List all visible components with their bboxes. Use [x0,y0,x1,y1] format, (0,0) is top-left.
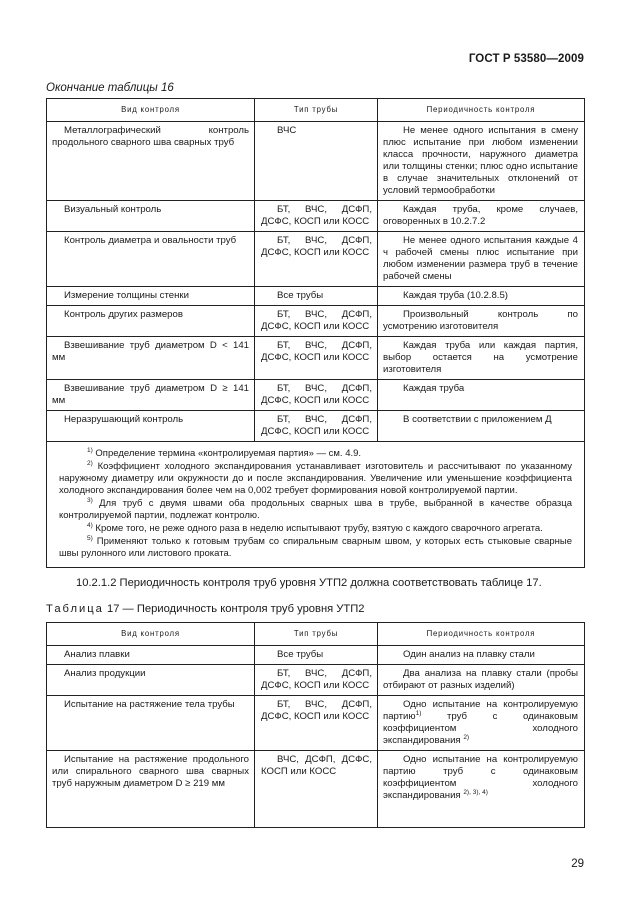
column-header-pipe: Тип трубы [255,99,378,122]
body-paragraph: 10.2.1.2 Периодичность контроля труб уровня УТП2 должна соответствовать таблице 17. [76,577,542,589]
cell-pipe: БТ, ВЧС, ДСФП, ДСФС, КОСП или КОСС [255,337,378,380]
footnote-text: Для труб с двумя швами оба продольных сварных шва в трубе, выбранной в качестве образца контролируемой партии, подлежат контролю. [59,498,573,521]
cell-type: Испытание на растяжение продольного или спирального сварного шва сварных труб наружным диаметром D ≥ 219 мм [47,751,255,828]
table16-caption: Окончание таблицы 16 [46,82,174,94]
cell-pipe: БТ, ВЧС, ДСФП, ДСФС, КОСП или КОСС [255,201,378,232]
footnote-mark: 5) [87,535,93,542]
page-number: 29 [571,858,584,870]
cell-period: Два анализа на плавку стали (пробы отбирают от разных изделий) [378,665,585,696]
cell-period: Каждая труба [378,380,585,411]
cell-type: Анализ продукции [47,665,255,696]
footnote [59,523,572,535]
footnote-text: Определение термина «контролируемая партия» — см. 4.9. [95,448,362,459]
cell-type: Металлографический контроль продольного сварного шва сварных труб [47,122,255,201]
table-header-row [47,99,585,122]
column-header-pipe: Тип трубы [255,623,378,646]
cell-period: Не менее одного испытания каждые 4 ч рабочей смены плюс испытание при любом изменении размера труб в течение рабочей смены [378,232,585,287]
column-header-type: Вид контроля [47,99,255,122]
table-16 [46,98,585,568]
cell-pipe: Все трубы [255,646,378,665]
footnote-text: Коэффициент холодного экспандирования устанавливает изготовитель и рассчитывают по указанному наружному диаметру или окружности до и после экспандирования. Увеличение или уменьшение коэффициента холодного экспандирования более чем на 0,002 требует формирования новой контролируемой партии. [59,461,573,496]
footnote [59,536,572,560]
cell-period [378,696,585,751]
cell-period: Не менее одного испытания в смену плюс испытание при любом изменении класса прочности, наружного диаметра или толщины стенки; плюс одно испытание в случае значительных отклонений от условий термообработки [378,122,585,201]
cell-type: Визуальный контроль [47,201,255,232]
table-row [47,646,585,665]
cell-pipe: БТ, ВЧС, ДСФП, ДСФС, КОСП или КОСС [255,232,378,287]
table-notes-row [47,442,585,568]
table-row [47,751,585,828]
period-text: Одно испытание на контролируемую партию труб с одинаковым коэффициентом холодного экспандирования [383,754,578,801]
table-notes [47,442,585,568]
cell-type: Анализ плавки [47,646,255,665]
table-row [47,232,585,287]
table-row [47,696,585,751]
cell-period: В соответствии с приложением Д [378,411,585,442]
cell-type: Контроль диаметра и овальности труб [47,232,255,287]
cell-type: Испытание на растяжение тела трубы [47,696,255,751]
cell-type: Измерение толщины стенки [47,287,255,306]
cell-type: Неразрушающий контроль [47,411,255,442]
column-header-period: Периодичность контроля [378,623,585,646]
footnote [59,498,572,522]
column-header-type: Вид контроля [47,623,255,646]
table-row [47,287,585,306]
cell-pipe: БТ, ВЧС, ДСФП, ДСФС, КОСП или КОСС [255,665,378,696]
cell-pipe: БТ, ВЧС, ДСФП, ДСФС, КОСП или КОСС [255,696,378,751]
footnote-text: Кроме того, не реже одного раза в неделю испытывают трубу, взятую с каждого сварочного агрегата. [95,523,543,534]
table-row [47,411,585,442]
cell-period: Произвольный контроль по усмотрению изготовителя [378,306,585,337]
footnote-mark: 4) [87,522,93,529]
footnote-mark: 3) [87,497,93,504]
table-row [47,665,585,696]
table-row [47,380,585,411]
cell-period: Каждая труба, кроме случаев, оговоренных в 10.2.7.2 [378,201,585,232]
cell-type: Взвешивание труб диаметром D ≥ 141 мм [47,380,255,411]
cell-type: Взвешивание труб диаметром D < 141 мм [47,337,255,380]
footnote-mark: 2) [87,460,93,467]
footnote-ref: 2), 3), 4) [463,789,488,796]
table17-caption-label: Таблица [46,603,104,615]
cell-pipe: Все трубы [255,287,378,306]
cell-pipe: ВЧС [255,122,378,201]
cell-period: Один анализ на плавку стали [378,646,585,665]
period-text: труб с одинаковым коэффициентом холодного экспандирования [383,711,578,746]
table-row [47,306,585,337]
column-header-period: Периодичность контроля [378,99,585,122]
footnote-mark: 1) [87,447,93,454]
cell-period [378,751,585,828]
table-row [47,122,585,201]
footnote-ref: 2) [463,734,470,741]
cell-pipe: БТ, ВЧС, ДСФП, ДСФС, КОСП или КОСС [255,411,378,442]
table-header-row [47,623,585,646]
footnote [59,448,572,460]
table17-caption-text: 17 — Периодичность контроля труб уровня УТП2 [106,603,365,615]
table-17 [46,622,585,828]
standard-designation: ГОСТ Р 53580—2009 [468,53,584,65]
cell-period: Каждая труба (10.2.8.5) [378,287,585,306]
cell-type: Контроль других размеров [47,306,255,337]
cell-pipe: ВЧС, ДСФП, ДСФС, КОСП или КОСС [255,751,378,828]
footnote-text: Применяют только к готовым трубам со спиральным сварным швом, у которых есть стыковые сварные швы рулонного или листового проката. [59,536,572,559]
period-text: Одно испытание на контролируемую партию [383,699,578,722]
cell-pipe: БТ, ВЧС, ДСФП, ДСФС, КОСП или КОСС [255,380,378,411]
table-row [47,201,585,232]
table17-caption [46,603,365,615]
cell-pipe: БТ, ВЧС, ДСФП, ДСФС, КОСП или КОСС [255,306,378,337]
footnote [59,461,572,497]
footnote-ref: 1) [415,710,422,717]
table-row [47,337,585,380]
cell-period: Каждая труба или каждая партия, выбор остается на усмотрение изготовителя [378,337,585,380]
